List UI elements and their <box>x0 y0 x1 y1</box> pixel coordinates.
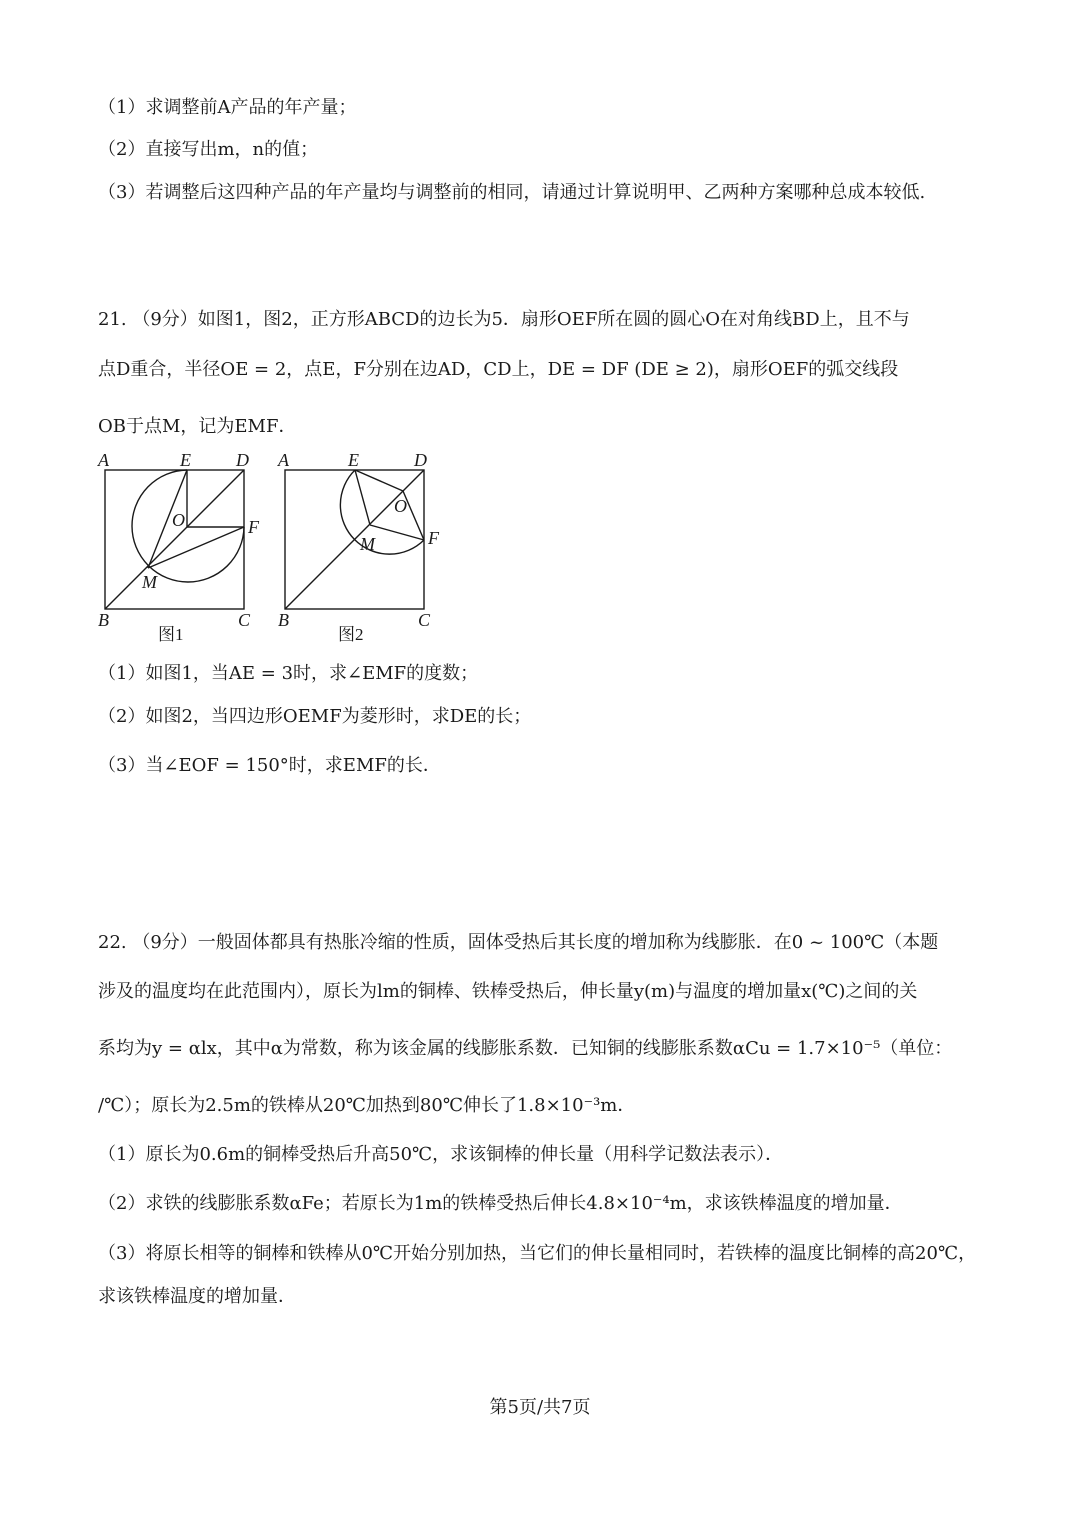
fig2-label-f: F <box>428 528 439 548</box>
q21-sub3: （3）当∠EOF = 150°时，求EMF的长． <box>98 755 441 776</box>
fig2-segment-em <box>355 470 370 525</box>
fig1-diagonal-bd <box>105 470 244 609</box>
q20-sub3: （3）若调整后这四种产品的年产量均与调整前的相同，请通过计算说明甲、乙两种方案哪种总成本较低. <box>98 182 926 203</box>
fig2-label-m: M <box>360 534 375 554</box>
fig2-radius-oe <box>355 470 403 491</box>
q21-sub2: （2）如图2，当四边形OEMF为菱形时，求DE的长； <box>98 706 532 727</box>
q22-stem-line2: 涉及的温度均在此范围内），原长为lm的铜棒、铁棒受热后，伸长量y(m)与温度的增加量x(℃)之间的关 <box>98 981 918 1002</box>
fig1-caption: 图1 <box>158 625 184 644</box>
fig2-label-o: O <box>394 496 407 516</box>
fig2-label-c: C <box>418 610 431 630</box>
fig2-label-e: E <box>348 450 359 470</box>
fig2-caption: 图2 <box>338 625 364 644</box>
fig2-label-d: D <box>414 450 427 470</box>
q21-stem-line2: 点D重合，半径OE = 2，点E，F分别在边AD，CD上，DE = DF (DE ≥ 2)，扇形OEF的弧交线段 <box>98 359 899 380</box>
fig1-label-e: E <box>180 450 191 470</box>
q22-sub2: （2）求铁的线膨胀系数αFe；若原长为1m的铁棒受热后伸长4.8×10⁻⁴m，求该铁棒温度的增加量． <box>98 1193 903 1214</box>
fig1-label-b: B <box>98 610 109 630</box>
q22-stem-line1: 22. （9分）一般固体都具有热胀冷缩的性质，固体受热后其长度的增加称为线膨胀．在0 ~ 100℃（本题 <box>98 932 939 953</box>
q20-sub2: （2）直接写出m，n的值； <box>98 139 319 160</box>
fig2-segment-fm <box>370 525 424 540</box>
fig1-label-m: M <box>142 572 157 592</box>
fig1-label-c: C <box>238 610 251 630</box>
q21-stem-line1: 21. （9分）如图1，图2，正方形ABCD的边长为5．扇形OEF所在圆的圆心O在对角线BD上，且不与 <box>98 309 910 330</box>
fig2-label-a: A <box>278 450 289 470</box>
q21-sub1: （1）如图1，当AE = 3时，求∠EMF的度数； <box>98 663 479 684</box>
q22-sub1: （1）原长为0.6m的铜棒受热后升高50℃，求该铜棒的伸长量（用科学记数法表示）． <box>98 1144 784 1165</box>
q22-stem-line4: /℃）；原长为2.5m的铁棒从20℃加热到80℃伸长了1.8×10⁻³m． <box>98 1095 636 1116</box>
q21-figures <box>90 448 470 648</box>
fig2-label-b: B <box>278 610 289 630</box>
fig1-label-d: D <box>236 450 249 470</box>
q22-sub3-line2: 求该铁棒温度的增加量． <box>98 1286 296 1307</box>
fig1-label-o: O <box>172 510 185 530</box>
q22-stem-line3: 系均为y = αlx，其中α为常数，称为该金属的线膨胀系数．已知铜的线膨胀系数αCu = 1.7×10⁻⁵（单位： <box>98 1038 953 1059</box>
q22-sub3-line1: （3）将原长相等的铜棒和铁棒从0℃开始分别加热，当它们的伸长量相同时，若铁棒的温度比铜棒的高20℃， <box>98 1243 977 1264</box>
q21-stem-line3: OB于点M，记为EMF． <box>98 416 297 437</box>
fig1-label-f: F <box>248 517 259 537</box>
fig1-label-a: A <box>98 450 109 470</box>
page-footer: 第5页/共7页 <box>489 1397 591 1418</box>
q20-sub1: （1）求调整前A产品的年产量； <box>98 97 357 118</box>
